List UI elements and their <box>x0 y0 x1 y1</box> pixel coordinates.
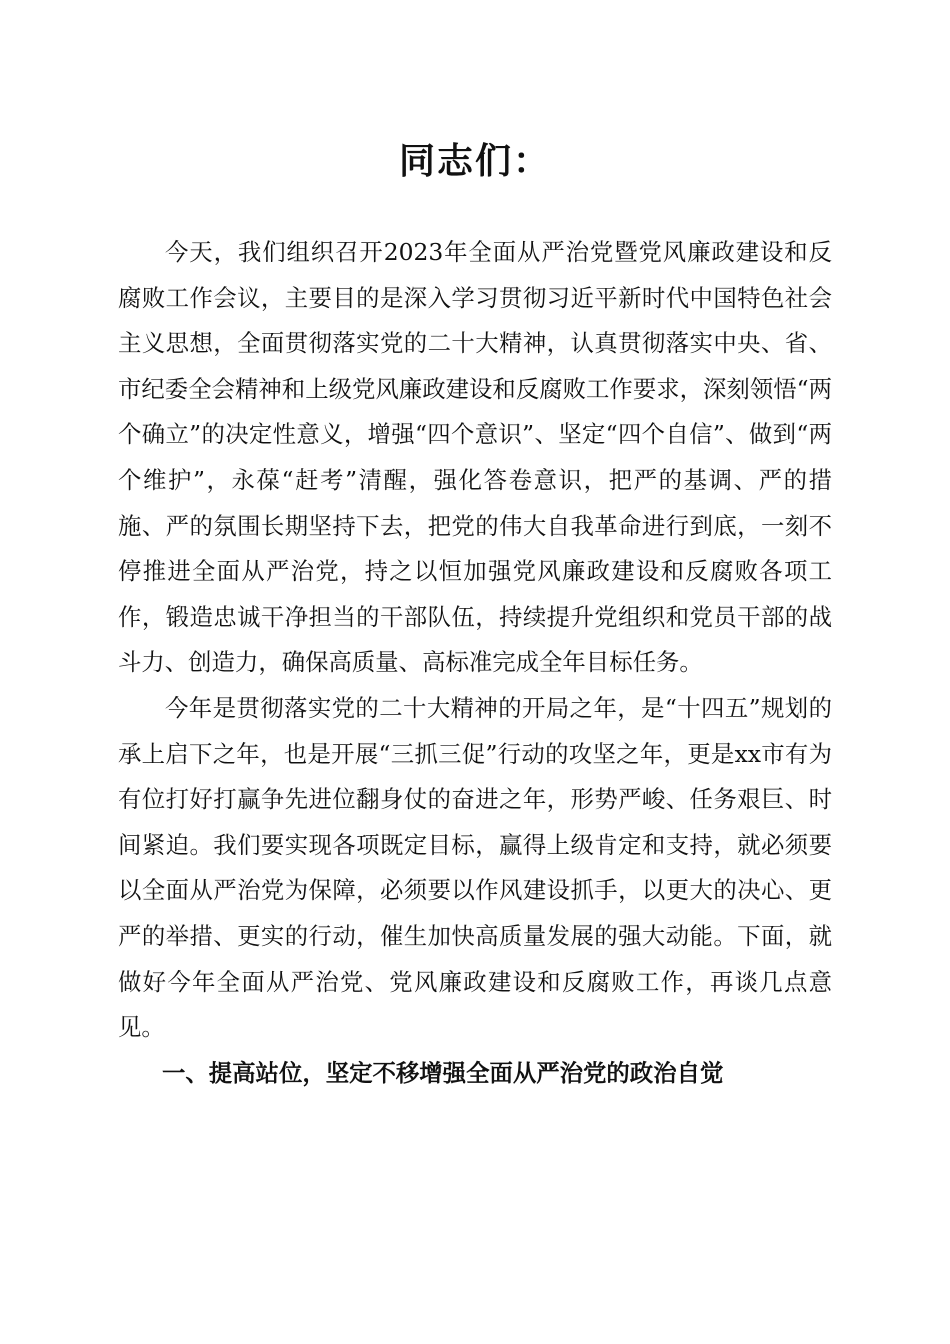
document-body <box>118 230 832 1096</box>
section-heading-one: 一、提高站位，坚定不移增强全面从严治党的政治自觉 <box>162 1058 724 1087</box>
salutation-title: 同志们： <box>398 140 551 182</box>
paragraph-situation: 今年是贯彻落实党的二十大精神的开局之年，是“十四五”规划的承上启下之年，也是开展“三抓三促”行动的攻坚之年，更是xx市有为有位打好打赢争先进位翻身仗的奋进之年，形势严峻、任务艰巨、时间紧迫。我们要实现各项既定目标，赢得上级肯定和支持，就必须要以全面从严治党为保障，必须要以作风建设抓手，以更大的决心、更严的举措、更实的行动，催生加快高质量发展的强大动能。下面，就做好今年全面从严治党、党风廉政建设和反腐败工作，再谈几点意见。 <box>118 693 832 1042</box>
paragraph-opening: 今天，我们组织召开2023年全面从严治党暨党风廉政建设和反腐败工作会议，主要目的是深入学习贯彻习近平新时代中国特色社会主义思想，全面贯彻落实党的二十大精神，认真贯彻落实中央、省、市纪委全会精神和上级党风廉政建设和反腐败工作要求，深刻领悟“两个确立”的决定性意义，增强“四个意识”、坚定“四个自信”、做到“两个维护”，永葆“赶考”清醒，强化答卷意识，把严的基调、严的措施、严的氛围长期坚持下去，把党的伟大自我革命进行到底，一刻不停推进全面从严治党，持之以恒加强党风廉政建设和反腐败各项工作，锻造忠诚干净担当的干部队伍，持续提升党组织和党员干部的战斗力、创造力，确保高质量、高标准完成全年目标任务。 <box>118 238 832 677</box>
